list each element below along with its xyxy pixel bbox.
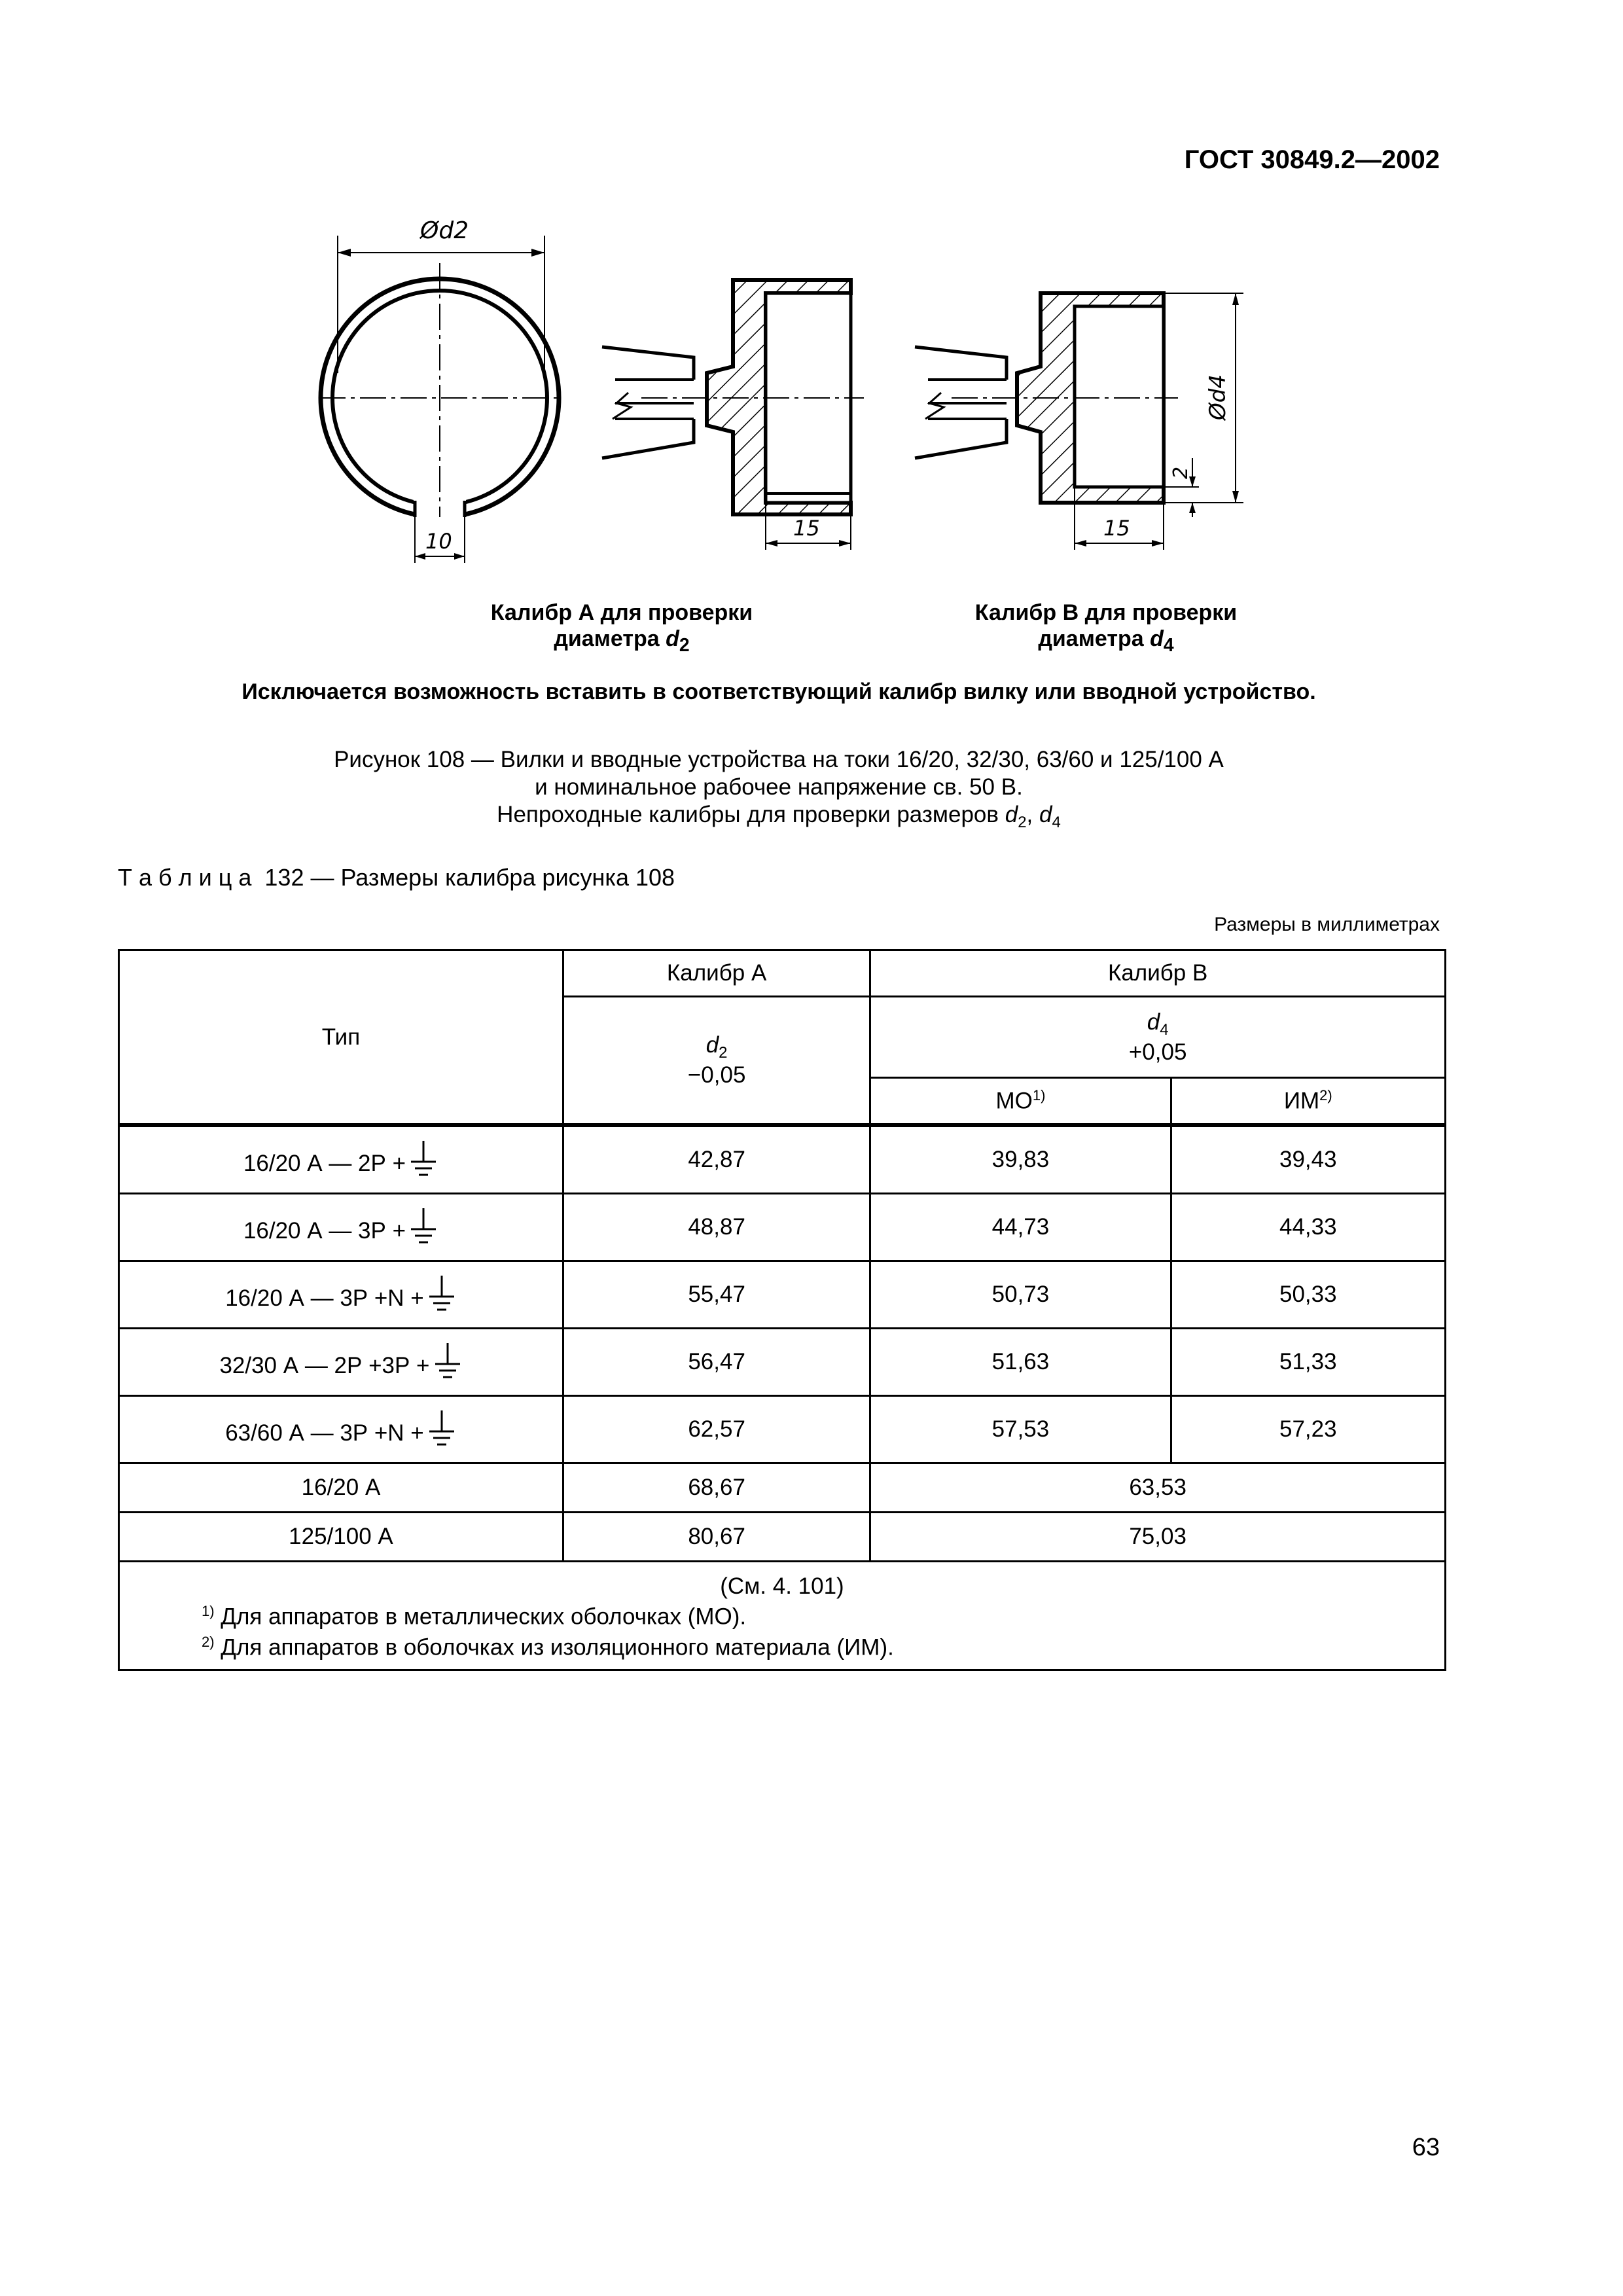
cell-im: 50,33 — [1171, 1261, 1445, 1329]
cell-type: 16/20 А — 2Р + — [119, 1125, 563, 1194]
cell-type: 32/30 А — 2Р +3Р + — [119, 1329, 563, 1396]
dim-d2-label: Ød2 — [420, 217, 469, 244]
header-mo: МО$^{1)}$ — [870, 1078, 1171, 1126]
page-number: 63 — [1412, 2134, 1440, 2161]
cell-d2: 55,47 — [563, 1261, 870, 1329]
table-notes-row — [119, 1562, 1446, 1670]
figure-caption-line1: Рисунок 108 — Вилки и вводные устройства на токи 16/20, 32/30, 63/60 и 125/100 А — [334, 747, 1224, 772]
ground-symbol-icon — [427, 1274, 457, 1315]
header-type: Тип — [119, 950, 563, 1126]
figure-note: Исключается возможность вставить в соответствующий калибр вилку или вводной устройство. — [241, 679, 1316, 704]
table-row — [119, 1463, 1446, 1513]
caliber-b-section — [915, 293, 1243, 550]
cell-d2: 48,87 — [563, 1194, 870, 1261]
table-title: Т а б л и ц а 132 — Размеры калибра рисунка 108 — [118, 864, 675, 891]
cell-type: 125/100 А — [119, 1513, 563, 1562]
dim-depth-b-label: 15 — [1103, 516, 1130, 541]
cell-im: 57,23 — [1171, 1396, 1445, 1463]
cell-mo: 50,73 — [870, 1261, 1171, 1329]
header-im: ИМ$^{2)}$ — [1171, 1078, 1445, 1126]
header-d2: $d_2$ −0,05 — [563, 997, 870, 1126]
cell-type: 63/60 А — 3Р +N + — [119, 1396, 563, 1463]
cell-im: 51,33 — [1171, 1329, 1445, 1396]
table-row — [119, 1513, 1446, 1562]
caption-a-line2: диаметра $d_2$ — [554, 626, 690, 656]
table-row — [119, 1329, 1446, 1396]
table-row — [119, 1261, 1446, 1329]
dim-gap-label: 10 — [425, 529, 452, 554]
caliber-a-section — [602, 280, 864, 550]
cell-mo: 51,63 — [870, 1329, 1171, 1396]
cell-type: 16/20 А — 3Р +N + — [119, 1261, 563, 1329]
figure-caption-line2: и номинальное рабочее напряжение св. 50 В. — [535, 774, 1023, 800]
header-caliber-b: Калибр В — [870, 950, 1446, 997]
ground-symbol-icon — [408, 1139, 438, 1180]
ground-symbol-icon — [408, 1207, 438, 1247]
cell-type: 16/20 А — 3Р + — [119, 1194, 563, 1261]
cell-im: 44,33 — [1171, 1194, 1445, 1261]
caption-b-line1: Калибр В для проверки — [974, 600, 1238, 625]
header-d4: $d_4$ +0,05 — [870, 997, 1446, 1078]
cell-d2: 62,57 — [563, 1396, 870, 1463]
dim-lip-label: 2 — [1169, 466, 1192, 479]
figure-caption-line3: Непроходные калибры для проверки размеров $d_2$, $d_4$ — [497, 802, 1061, 831]
dim-depth-a-label: 15 — [793, 516, 820, 541]
footnote-2: $^{2)}$ Для аппаратов в оболочках из изоляционного материала (ИМ). — [202, 1633, 894, 1660]
cell-mo: 57,53 — [870, 1396, 1171, 1463]
caption-caliber-a — [438, 600, 805, 658]
table-row — [119, 1125, 1446, 1194]
footnote-1: $^{1)}$ Для аппаратов в металлических оболочках (МО). — [202, 1603, 747, 1630]
cell-d2: 68,67 — [563, 1463, 870, 1513]
caliber-a-ring — [319, 236, 563, 563]
note-reference: (См. 4. 101) — [720, 1573, 844, 1599]
table-row — [119, 1396, 1446, 1463]
ground-symbol-icon — [427, 1409, 457, 1450]
cell-d2: 42,87 — [563, 1125, 870, 1194]
dim-d4-label: Ød4 — [1205, 374, 1231, 420]
dimensions-table — [118, 949, 1446, 1671]
standard-code: ГОСТ 30849.2—2002 — [1184, 145, 1440, 174]
table-units: Размеры в миллиметрах — [1214, 914, 1440, 935]
cell-mo: 39,83 — [870, 1125, 1171, 1194]
cell-mo: 44,73 — [870, 1194, 1171, 1261]
cell-d4: 75,03 — [870, 1513, 1446, 1562]
caliber-drawing — [288, 209, 1322, 576]
caption-b-line2: диаметра $d_4$ — [1038, 626, 1174, 656]
caption-caliber-b — [923, 600, 1289, 658]
cell-type: 16/20 А — [119, 1463, 563, 1513]
cell-d2: 80,67 — [563, 1513, 870, 1562]
cell-d2: 56,47 — [563, 1329, 870, 1396]
caption-a-line1: Калибр А для проверки — [490, 600, 753, 625]
figure-caption — [118, 746, 1440, 836]
header-caliber-a: Калибр А — [563, 950, 870, 997]
cell-d4: 63,53 — [870, 1463, 1446, 1513]
cell-im: 39,43 — [1171, 1125, 1445, 1194]
table-notes — [119, 1562, 1446, 1670]
table-row — [119, 1194, 1446, 1261]
ground-symbol-icon — [433, 1342, 463, 1382]
